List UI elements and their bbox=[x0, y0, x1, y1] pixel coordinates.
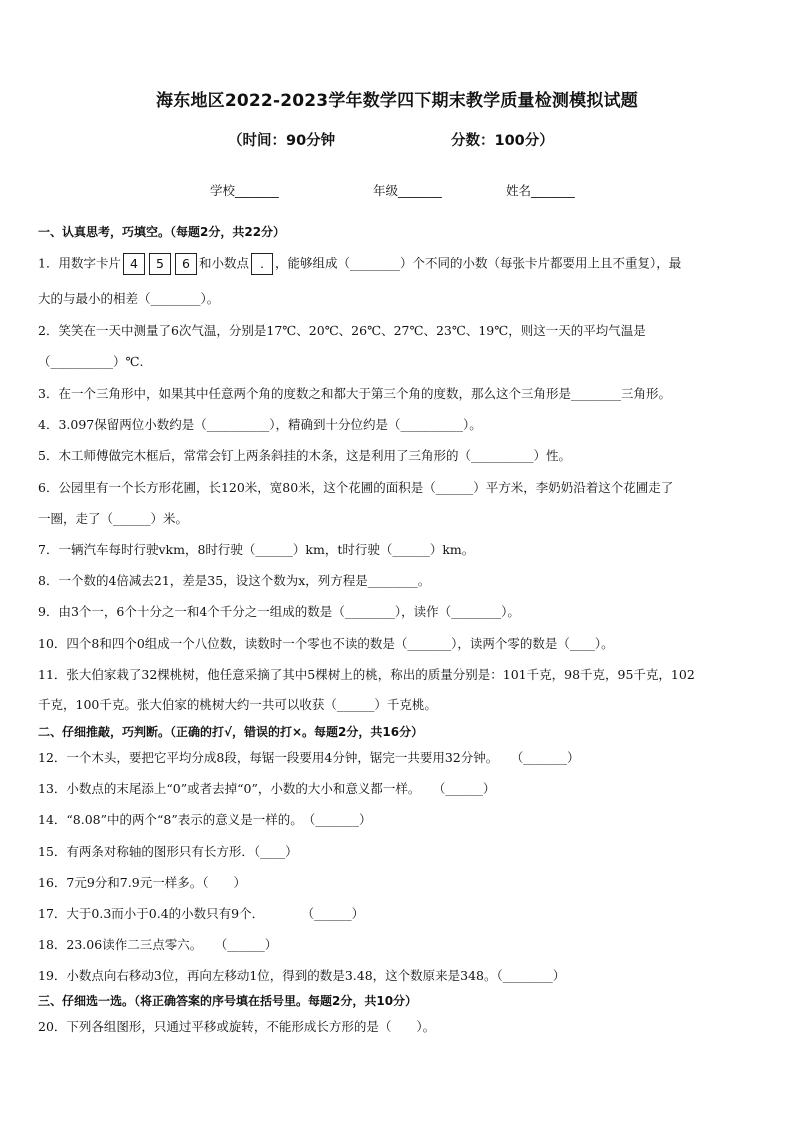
name-field: 姓名_______ bbox=[506, 183, 575, 198]
question-19: 19．小数点向右移动3位，再向左移动1位，得到的数是3.48，这个数原来是348。（________） bbox=[38, 968, 566, 983]
question-17: 17．大于0.3而小于0.4的小数只有9个． （______） bbox=[38, 906, 365, 921]
digit-card: 5 bbox=[149, 253, 171, 275]
question-20: 20．下列各组图形，只通过平移或旋转，不能形成长方形的是（ ）。 bbox=[38, 1019, 436, 1034]
question-10: 10．四个8和四个0组成一个八位数，读数时一个零也不读的数是（_______），读两个零的数是（____）。 bbox=[38, 636, 614, 651]
q1-middle: 和小数点 bbox=[198, 255, 249, 271]
score-label: 分数：100分） bbox=[451, 133, 554, 149]
school-field: 学校_______ bbox=[210, 183, 279, 198]
question-6: 6．公园里有一个长方形花圃，长120米，宽80米，这个花圃的面积是（______）平方米，李奶奶沿着这个花圃走了 bbox=[38, 480, 674, 495]
digit-card: 4 bbox=[123, 253, 145, 275]
question-5: 5．木工师傅做完木框后，常常会钉上两条斜挂的木条，这是利用了三角形的（__________）性。 bbox=[38, 448, 571, 463]
section-heading-multiple-choice: 三、仔细选一选。（将正确答案的序号填在括号里。每题2分，共10分） bbox=[38, 994, 418, 1008]
question-13: 13．小数点的末尾添上“0”或者去掉“0”，小数的大小和意义都一样。 （______） bbox=[38, 781, 496, 796]
digit-card: 6 bbox=[175, 253, 197, 275]
question-12: 12．一个木头，要把它平均分成8段，每锯一段要用4分钟，锯完一共要用32分钟。 （_______） bbox=[38, 750, 580, 765]
question-7: 7．一辆汽车每时行驶vkm，8时行驶（______）km，t时行驶（______）km。 bbox=[38, 542, 475, 557]
question-11: 11．张大伯家栽了32棵桃树，他任意采摘了其中5棵树上的桃，称出的质量分别是：101千克，98千克，95千克，102 bbox=[38, 667, 695, 682]
question-3: 3．在一个三角形中，如果其中任意两个角的度数之和都大于第三个角的度数，那么这个三角形是________三角形。 bbox=[38, 386, 671, 401]
question-16: 16．7元9分和7.9元一样多。（ ） bbox=[38, 875, 246, 890]
question-2-continued: （__________）℃. bbox=[38, 354, 144, 369]
q1-suffix: ，能够组成（________）个不同的小数（每张卡片都要用上且不重复），最 bbox=[274, 255, 682, 271]
q1-prefix: 1．用数字卡片 bbox=[38, 255, 121, 271]
question-11-continued: 千克，100千克。张大伯家的桃树大约一共可以收获（______）千克桃。 bbox=[38, 697, 437, 712]
question-4: 4．3.097保留两位小数约是（__________），精确到十分位约是（__________）。 bbox=[38, 417, 482, 432]
question-15: 15．有两条对称轴的图形只有长方形．（____） bbox=[38, 844, 298, 859]
section-heading-true-false: 二、仔细推敲，巧判断。（正确的打√，错误的打×。每题2分，共16分） bbox=[38, 725, 424, 739]
time-label: （时间：90分钟 bbox=[228, 133, 336, 149]
exam-title: 海东地区2022-2023学年数学四下期末教学质量检测模拟试题 bbox=[156, 91, 638, 111]
question-2: 2．笑笑在一天中测量了6次气温，分别是17℃、20℃、26℃、27℃、23℃、19℃，则这一天的平均气温是 bbox=[38, 323, 646, 338]
question-1 bbox=[38, 253, 681, 275]
question-9: 9．由3个一，6个十分之一和4个千分之一组成的数是（________），读作（________）。 bbox=[38, 604, 520, 619]
question-14: 14．“8.08”中的两个“8”表示的意义是一样的。 （_______） bbox=[38, 812, 372, 827]
question-6-continued: 一圈，走了（______）米。 bbox=[38, 511, 189, 526]
section-heading-fill-blank: 一、认真思考，巧填空。（每题2分，共22分） bbox=[38, 225, 286, 239]
decimal-point-card: . bbox=[251, 253, 273, 275]
question-18: 18．23.06读作二三点零六。 （______） bbox=[38, 937, 278, 952]
question-1-continued: 大的与最小的相差（________）。 bbox=[38, 291, 220, 306]
question-8: 8．一个数的4倍减去21，差是35，设这个数为x，列方程是________。 bbox=[38, 573, 431, 588]
grade-field: 年级_______ bbox=[373, 183, 442, 198]
